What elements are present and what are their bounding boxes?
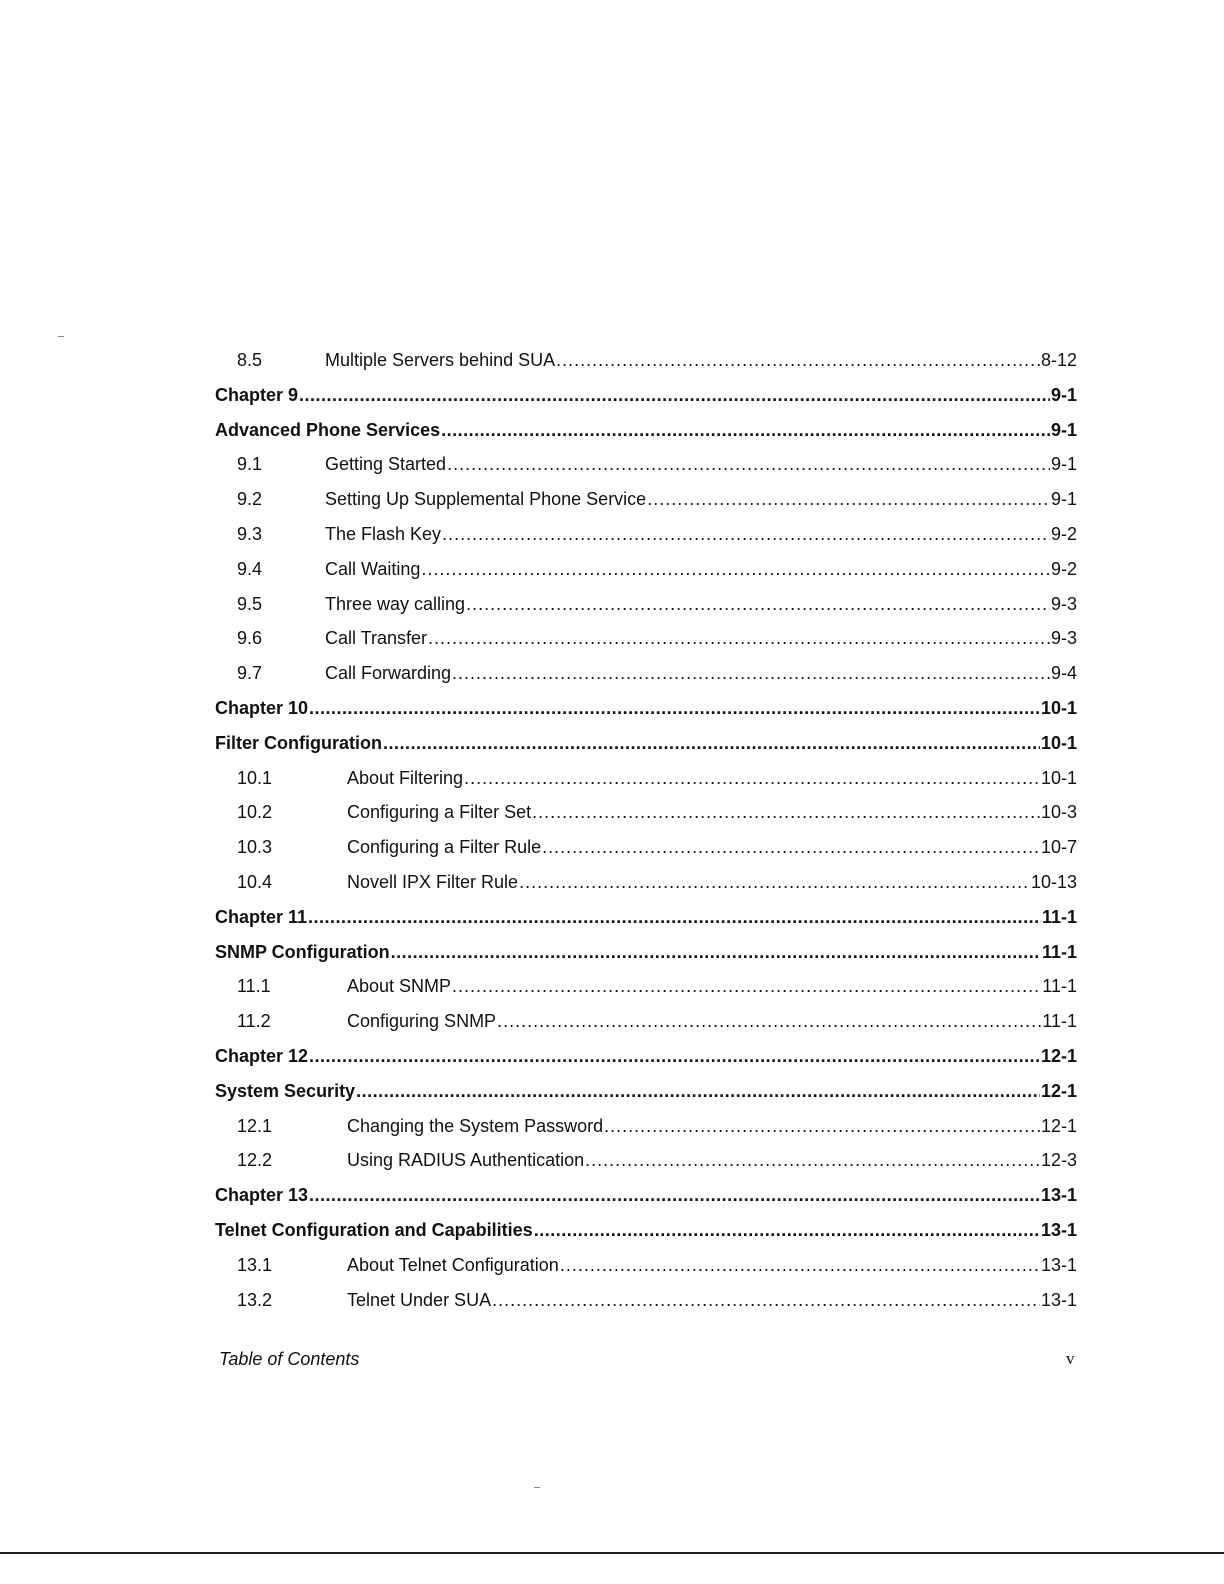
toc-entry-title: Multiple Servers behind SUA: [325, 350, 556, 370]
toc-entry-title: SNMP Configuration: [215, 941, 390, 962]
toc-page-number: 10-7: [1040, 837, 1077, 858]
toc-section-entry: [215, 795, 1077, 830]
bottom-rule: [0, 1552, 1224, 1554]
toc-section-entry: [215, 621, 1077, 656]
toc-section-entry: [215, 1109, 1077, 1144]
toc-entry-title: Setting Up Supplemental Phone Service: [325, 489, 647, 510]
toc-chapter-entry: [215, 378, 1077, 413]
toc-section-number: 9.7: [237, 663, 263, 684]
toc-section-number: 9.3: [237, 523, 263, 544]
toc-chapter-entry: [215, 726, 1077, 761]
toc-page-number: 11-1: [1042, 976, 1077, 997]
toc-entry-title: Call Waiting: [325, 558, 421, 579]
toc-dot-leader: [556, 343, 1040, 378]
toc-page-number: 9-1: [1050, 454, 1077, 475]
toc-chapter-entry: [215, 691, 1077, 726]
toc-page-number: 12-1: [1040, 1045, 1077, 1066]
toc-entry-title: Telnet Configuration and Capabilities: [215, 1219, 533, 1240]
toc-dot-leader: [585, 1143, 1040, 1178]
toc-section-number: 9.5: [237, 593, 263, 614]
toc-page-number: 12-1: [1040, 1080, 1077, 1101]
toc-chapter-entry: [215, 900, 1077, 935]
toc-section-entry: [215, 1283, 1077, 1318]
toc-dot-leader: [447, 447, 1050, 482]
toc-section-number: 9.6: [237, 628, 263, 649]
toc-entry-title: About Telnet Configuration: [347, 1254, 559, 1275]
toc-entry-title: Advanced Phone Services: [215, 419, 441, 440]
toc-entry-title: Chapter 10: [215, 697, 309, 718]
toc-dot-leader: [464, 761, 1040, 796]
toc-chapter-entry: [215, 935, 1077, 970]
toc-dot-leader: [542, 830, 1040, 865]
toc-section-entry: [215, 969, 1077, 1004]
toc-section-entry: [215, 447, 1077, 482]
toc-page-number: 9-2: [1050, 558, 1077, 579]
toc-chapter-entry: [215, 413, 1077, 448]
toc-section-entry: [215, 830, 1077, 865]
toc-page-number: 9-1: [1050, 384, 1077, 405]
toc-dot-leader: [383, 726, 1040, 761]
toc-section-number: 12.1: [237, 1115, 273, 1136]
toc-section-entry: [215, 482, 1077, 517]
toc-entry-title: About SNMP: [347, 976, 452, 997]
toc-page-number: 8-12: [1040, 350, 1077, 370]
toc-page-number: 13-1: [1040, 1289, 1077, 1310]
toc-section-entry: [215, 587, 1077, 622]
toc-entry-title: Configuring a Filter Rule: [347, 837, 542, 858]
toc-section-entry: [215, 1004, 1077, 1039]
toc-section-number: 10.2: [237, 802, 273, 823]
footer-label: Table of Contents: [219, 1349, 360, 1369]
footer-page-number: v: [1066, 1349, 1075, 1368]
toc-entry-title: Call Forwarding: [325, 663, 452, 684]
toc-page-number: 12-3: [1040, 1150, 1077, 1171]
toc-section-number: 8.5: [237, 350, 263, 370]
toc-entry-title: Chapter 12: [215, 1045, 309, 1066]
toc-dot-leader: [356, 1074, 1040, 1109]
toc-page-number: 10-1: [1040, 732, 1077, 753]
toc-dot-leader: [391, 935, 1041, 970]
toc-dot-leader: [421, 552, 1050, 587]
toc-entry-title: Using RADIUS Authentication: [347, 1150, 585, 1171]
toc-section-number: 11.1: [237, 976, 271, 997]
toc-page-number: 10-13: [1030, 871, 1077, 892]
toc-page-number: 13-1: [1040, 1185, 1077, 1206]
toc-section-number: 13.1: [237, 1254, 273, 1275]
toc-dot-leader: [492, 1283, 1040, 1318]
toc-entry-title: Novell IPX Filter Rule: [347, 871, 519, 892]
toc-dot-leader: [308, 900, 1041, 935]
toc-section-entry: [215, 552, 1077, 587]
toc-section-entry: [215, 656, 1077, 691]
toc-entry-title: Chapter 11: [215, 906, 308, 927]
toc-dot-leader: [532, 795, 1040, 830]
scan-speck: [534, 1487, 540, 1488]
toc-entry-title: Configuring a Filter Set: [347, 802, 532, 823]
toc-entry-title: Filter Configuration: [215, 732, 382, 753]
toc-section-number: 13.2: [237, 1289, 273, 1310]
toc-entry-title: Changing the System Password: [347, 1115, 604, 1136]
toc-page-number: 11-1: [1041, 906, 1077, 927]
toc-section-number: 10.3: [237, 837, 273, 858]
toc-page-number: 9-3: [1050, 628, 1077, 649]
toc-page-number: 12-1: [1040, 1115, 1077, 1136]
toc-page-number: 10-1: [1040, 767, 1077, 788]
toc-page-number: 9-1: [1050, 489, 1077, 510]
toc-dot-leader: [466, 587, 1050, 622]
toc-dot-leader: [299, 378, 1050, 413]
toc-entry-title: Chapter 9: [215, 384, 299, 405]
toc-dot-leader: [452, 656, 1050, 691]
toc-section-entry: [215, 343, 1077, 378]
toc-chapter-entry: [215, 1074, 1077, 1109]
toc-section-number: 10.4: [237, 871, 273, 892]
toc-page-number: 13-1: [1040, 1254, 1077, 1275]
toc-entry-title: About Filtering: [347, 767, 464, 788]
toc-dot-leader: [452, 969, 1041, 1004]
toc-section-number: 9.1: [237, 454, 263, 475]
toc-section-entry: [215, 1248, 1077, 1283]
toc-dot-leader: [442, 517, 1050, 552]
toc-dot-leader: [309, 691, 1040, 726]
toc-section-number: 12.2: [237, 1150, 273, 1171]
toc-entry-title: The Flash Key: [325, 523, 442, 544]
toc-entry-title: System Security: [215, 1080, 356, 1101]
toc-entry-title: Chapter 13: [215, 1185, 309, 1206]
toc-entry-title: Call Transfer: [325, 628, 428, 649]
toc-section-entry: [215, 517, 1077, 552]
toc-page-number: 10-3: [1040, 802, 1077, 823]
toc-dot-leader: [647, 482, 1050, 517]
toc-page-number: 9-2: [1050, 523, 1077, 544]
toc-dot-leader: [519, 865, 1030, 900]
toc-entry-title: Configuring SNMP: [347, 1011, 497, 1032]
toc-dot-leader: [560, 1248, 1040, 1283]
toc-section-number: 10.1: [237, 767, 273, 788]
toc-section-number: 11.2: [237, 1011, 271, 1032]
toc-page-number: 9-4: [1050, 663, 1077, 684]
toc-section-entry: [215, 1143, 1077, 1178]
toc-entry-title: Three way calling: [325, 593, 466, 614]
scan-speck: [58, 336, 64, 337]
toc-page-number: 11-1: [1042, 1011, 1077, 1032]
toc-dot-leader: [441, 413, 1050, 448]
toc-dot-leader: [497, 1004, 1041, 1039]
toc-page-number: 13-1: [1040, 1219, 1077, 1240]
toc-page-number: 11-1: [1041, 941, 1077, 962]
toc-section-entry: [215, 865, 1077, 900]
toc-section-entry: [215, 761, 1077, 796]
toc-page-number: 9-1: [1050, 419, 1077, 440]
toc-dot-leader: [428, 621, 1050, 656]
toc-dot-leader: [534, 1213, 1040, 1248]
toc-section-number: 9.4: [237, 558, 263, 579]
toc-chapter-entry: [215, 1213, 1077, 1248]
toc-entry-title: Telnet Under SUA: [347, 1289, 492, 1310]
toc-chapter-entry: [215, 1178, 1077, 1213]
toc-page-number: 9-3: [1050, 593, 1077, 614]
toc-chapter-entry: [215, 1039, 1077, 1074]
toc-dot-leader: [309, 1039, 1040, 1074]
toc-dot-leader: [309, 1178, 1040, 1213]
table-of-contents: [215, 343, 1077, 1317]
toc-entry-title: Getting Started: [325, 454, 447, 475]
toc-dot-leader: [604, 1109, 1040, 1144]
toc-section-number: 9.2: [237, 489, 263, 510]
toc-page-number: 10-1: [1040, 697, 1077, 718]
